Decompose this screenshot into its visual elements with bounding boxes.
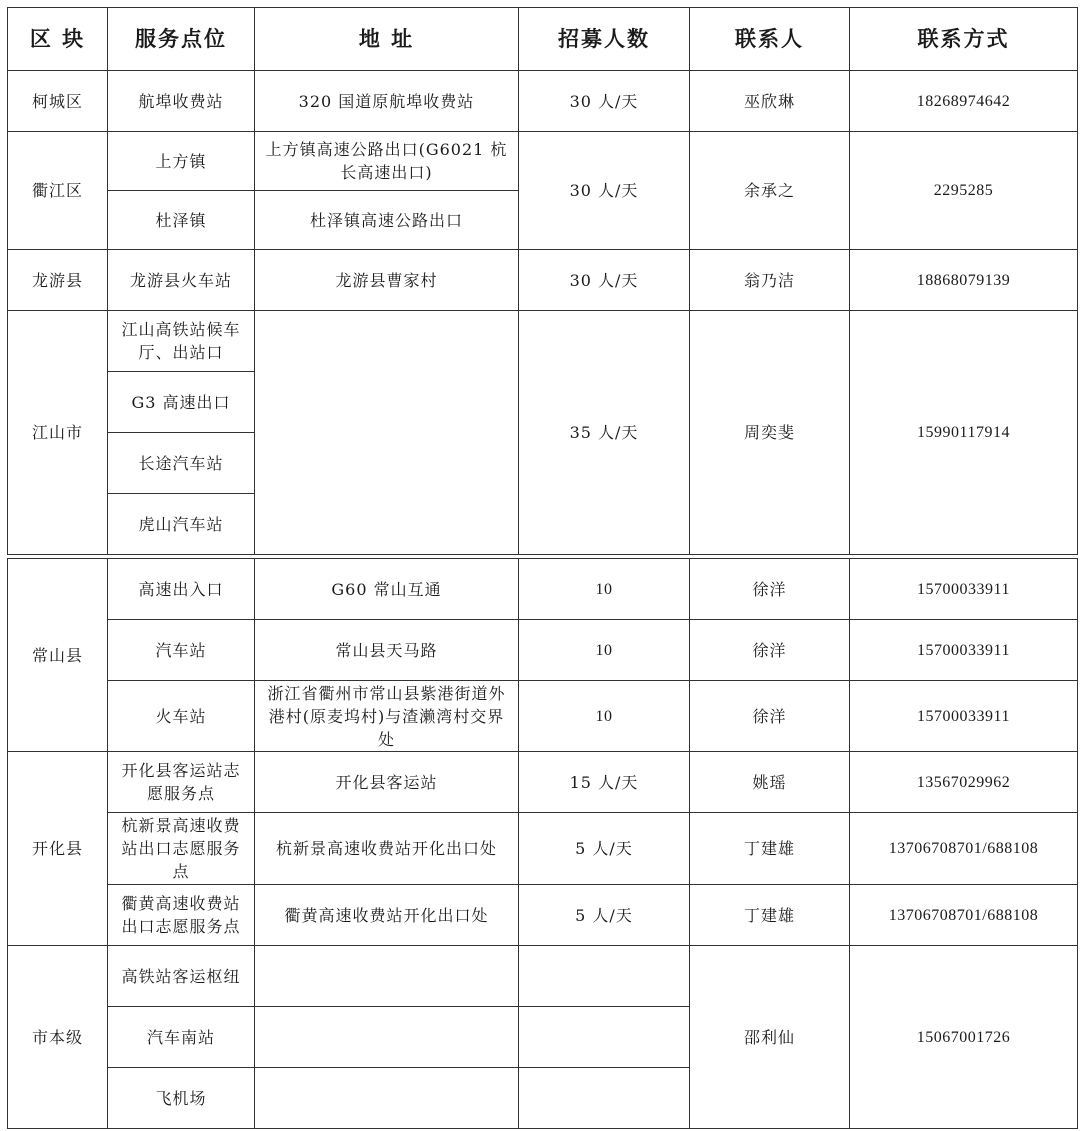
address-cell-empty (255, 311, 519, 555)
address-cell: 龙游县曹家村 (255, 250, 519, 311)
region-cell: 龙游县 (8, 250, 108, 311)
contact-person-cell: 徐洋 (690, 559, 850, 620)
recruit-count-cell-empty (519, 1007, 690, 1068)
table-row (8, 813, 1078, 885)
service-point-cell: 开化县客运站志愿服务点 (108, 752, 255, 813)
recruit-count-cell: 30 人/天 (519, 71, 690, 132)
phone-cell: 13567029962 (850, 752, 1078, 813)
table-row (8, 559, 1078, 620)
header-address: 地 址 (255, 8, 519, 71)
service-point-cell: 高速出入口 (108, 559, 255, 620)
phone-cell: 2295285 (850, 132, 1078, 250)
header-recruit-count: 招募人数 (519, 8, 690, 71)
address-cell: 衢黄高速收费站开化出口处 (255, 885, 519, 946)
service-point-cell: 虎山汽车站 (108, 494, 255, 555)
phone-cell: 15700033911 (850, 620, 1078, 681)
contact-person-cell: 徐洋 (690, 620, 850, 681)
recruit-count-cell-empty (519, 946, 690, 1007)
header-service-point: 服务点位 (108, 8, 255, 71)
address-cell-empty (255, 1068, 519, 1129)
service-point-cell: 高铁站客运枢纽 (108, 946, 255, 1007)
contact-person-cell: 徐洋 (690, 681, 850, 752)
address-cell-empty (255, 1007, 519, 1068)
address-cell: 开化县客运站 (255, 752, 519, 813)
service-point-cell: 江山高铁站候车厅、出站口 (108, 311, 255, 372)
region-cell: 衢江区 (8, 132, 108, 250)
contact-person-cell: 邵利仙 (690, 946, 850, 1129)
service-point-cell: 飞机场 (108, 1068, 255, 1129)
table-row (8, 946, 1078, 1007)
service-point-cell: 火车站 (108, 681, 255, 752)
service-point-cell: 航埠收费站 (108, 71, 255, 132)
address-cell: 杭新景高速收费站开化出口处 (255, 813, 519, 885)
phone-cell: 13706708701/688108 (850, 813, 1078, 885)
service-point-cell: 杜泽镇 (108, 191, 255, 250)
service-point-cell: 龙游县火车站 (108, 250, 255, 311)
service-point-cell: 衢黄高速收费站出口志愿服务点 (108, 885, 255, 946)
header-region: 区 块 (8, 8, 108, 71)
volunteer-table-lower (7, 558, 1078, 1129)
header-contact-person: 联系人 (690, 8, 850, 71)
region-cell: 常山县 (8, 559, 108, 752)
table-row (8, 71, 1078, 132)
phone-cell: 15067001726 (850, 946, 1078, 1129)
address-cell-empty (255, 946, 519, 1007)
contact-person-cell: 丁建雄 (690, 813, 850, 885)
phone-cell: 15990117914 (850, 311, 1078, 555)
recruit-count-cell: 10 (519, 559, 690, 620)
service-point-cell: 汽车南站 (108, 1007, 255, 1068)
contact-person-cell: 翁乃洁 (690, 250, 850, 311)
address-cell: 320 国道原航埠收费站 (255, 71, 519, 132)
phone-cell: 18868079139 (850, 250, 1078, 311)
service-point-cell: 杭新景高速收费站出口志愿服务点 (108, 813, 255, 885)
address-cell: 上方镇高速公路出口(G6021 杭长高速出口) (255, 132, 519, 191)
address-cell: 杜泽镇高速公路出口 (255, 191, 519, 250)
table-row (8, 681, 1078, 752)
recruit-count-cell: 30 人/天 (519, 250, 690, 311)
table-header-row (8, 8, 1078, 71)
recruit-count-cell: 5 人/天 (519, 885, 690, 946)
contact-person-cell: 姚瑶 (690, 752, 850, 813)
service-point-cell: 长途汽车站 (108, 433, 255, 494)
volunteer-table-upper (7, 7, 1078, 555)
contact-person-cell: 巫欣琳 (690, 71, 850, 132)
table-row (8, 250, 1078, 311)
address-cell: 常山县天马路 (255, 620, 519, 681)
recruit-count-cell: 30 人/天 (519, 132, 690, 250)
service-point-cell: 汽车站 (108, 620, 255, 681)
recruit-count-cell-empty (519, 1068, 690, 1129)
phone-cell: 15700033911 (850, 559, 1078, 620)
table-row (8, 132, 1078, 191)
contact-person-cell: 余承之 (690, 132, 850, 250)
phone-cell: 18268974642 (850, 71, 1078, 132)
table-row (8, 311, 1078, 372)
region-cell: 柯城区 (8, 71, 108, 132)
region-cell: 江山市 (8, 311, 108, 555)
region-cell: 市本级 (8, 946, 108, 1129)
recruit-count-cell: 35 人/天 (519, 311, 690, 555)
table-row (8, 620, 1078, 681)
region-cell: 开化县 (8, 752, 108, 946)
recruit-count-cell: 10 (519, 620, 690, 681)
recruit-count-cell: 5 人/天 (519, 813, 690, 885)
recruit-count-cell: 10 (519, 681, 690, 752)
recruit-count-cell: 15 人/天 (519, 752, 690, 813)
table-row (8, 752, 1078, 813)
contact-person-cell: 丁建雄 (690, 885, 850, 946)
phone-cell: 15700033911 (850, 681, 1078, 752)
table-row (8, 885, 1078, 946)
address-cell: 浙江省衢州市常山县紫港街道外港村(原麦坞村)与渣濑湾村交界处 (255, 681, 519, 752)
address-cell: G60 常山互通 (255, 559, 519, 620)
phone-cell: 13706708701/688108 (850, 885, 1078, 946)
service-point-cell: 上方镇 (108, 132, 255, 191)
service-point-cell: G3 高速出口 (108, 372, 255, 433)
contact-person-cell: 周奕斐 (690, 311, 850, 555)
header-contact-method: 联系方式 (850, 8, 1078, 71)
